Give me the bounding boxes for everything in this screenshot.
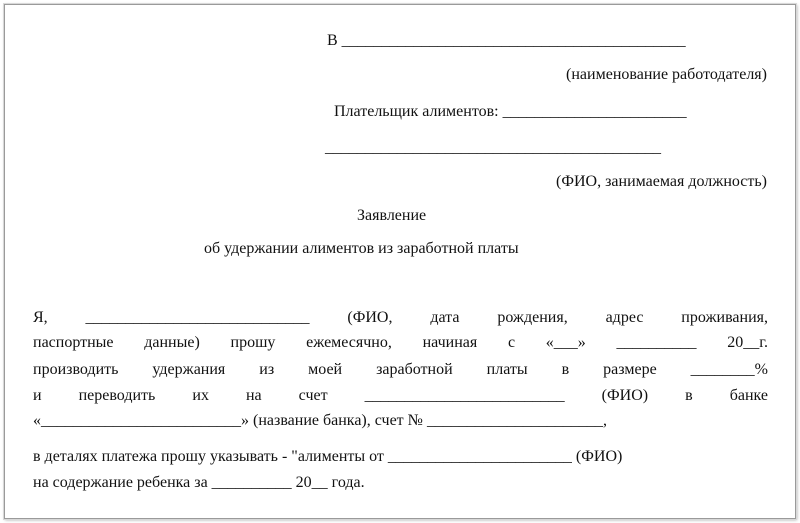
body-line-1: Я, ____________________________ (ФИО, дата рождения, адрес проживания, [33, 309, 768, 326]
payer-blank-line: __________________________________________ [325, 139, 661, 156]
body-line-7: на содержание ребенка за __________ 20__ года. [33, 474, 365, 491]
document-title: Заявление [357, 207, 427, 224]
fio-position-caption: (ФИО, занимаемая должность) [556, 173, 767, 190]
document-frame [4, 4, 796, 519]
body-line-3: производить удержания из моей заработной платы в размере ________% [33, 361, 768, 378]
body-line-5: «_________________________» (название банка), счет № ______________________, [33, 412, 607, 429]
document-subtitle: об удержании алиментов из заработной платы [204, 240, 519, 257]
body-line-2: паспортные данные) прошу ежемесячно, начиная с «___» __________ 20__г. [33, 334, 768, 351]
addressee-line: В ___________________________________________ [327, 32, 686, 49]
body-line-6: в деталях платежа прошу указывать - "алименты от _______________________ (ФИО) [33, 448, 623, 465]
body-line-4: и переводить их на счет _________________________ (ФИО) в банке [33, 387, 768, 404]
employer-caption: (наименование работодателя) [566, 66, 767, 83]
alimony-application-document [5, 5, 795, 518]
payer-line: Плательщик алиментов: _______________________ [334, 103, 687, 120]
